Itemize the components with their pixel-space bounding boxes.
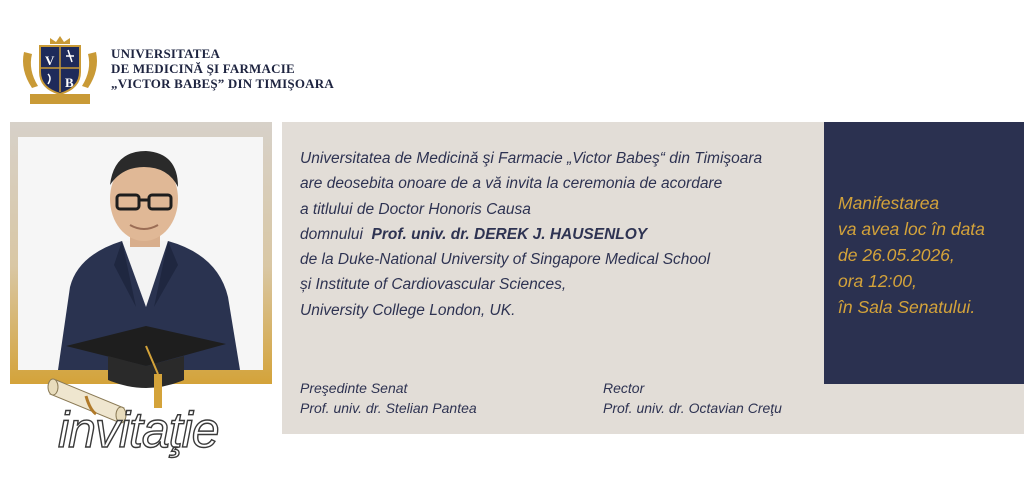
rector-name: Prof. univ. dr. Octavian Creţu [603, 400, 782, 416]
rector-title: Rector [603, 380, 645, 396]
university-crest-logo [18, 34, 102, 110]
senate-name: Prof. univ. dr. Stelian Pantea [300, 400, 477, 416]
university-name [111, 46, 334, 91]
senate-signature [300, 378, 477, 418]
invitation-line: University College London, UK. [300, 301, 516, 319]
honoree-name: Prof. univ. dr. DEREK J. HAUSENLOY [371, 225, 648, 243]
event-line: ora 12:00, [838, 271, 917, 291]
event-line: în Sala Senatului. [838, 297, 976, 317]
invitation-line: și Institute of Cardiovascular Sciences, [300, 276, 567, 294]
panel-bottom-strip [824, 384, 1024, 434]
invitation-script-word: invitaţie [58, 402, 219, 458]
event-line: va avea loc în data [838, 219, 985, 239]
invitation-line [300, 222, 762, 247]
honoree-prefix: domnului [300, 225, 363, 243]
invitation-line: de la Duke-National University of Singapore Medical School [300, 251, 711, 269]
invitation-line: Universitatea de Medicină şi Farmacie „Victor Babeş“ din Timişoara [300, 150, 763, 167]
university-name-line: UNIVERSITATEA [111, 46, 221, 61]
svg-text:B: B [65, 75, 74, 90]
invitation-line: are deosebita onoare de a vă invita la ceremonia de acordare [300, 175, 723, 193]
event-details [838, 190, 985, 320]
event-line: Manifestarea [838, 193, 940, 213]
crest-letters: V [45, 53, 55, 68]
university-name-line: DE MEDICINĂ ŞI FARMACIE [111, 61, 295, 76]
senate-title: Preşedinte Senat [300, 380, 408, 396]
invitation-body [300, 146, 762, 323]
rector-signature [603, 378, 782, 418]
invitation-line: a titlului de Doctor Honoris Causa [300, 200, 531, 218]
university-name-line: „VICTOR BABEŞ” DIN TIMIŞOARA [111, 76, 334, 91]
event-line: de 26.05.2026, [838, 245, 955, 265]
